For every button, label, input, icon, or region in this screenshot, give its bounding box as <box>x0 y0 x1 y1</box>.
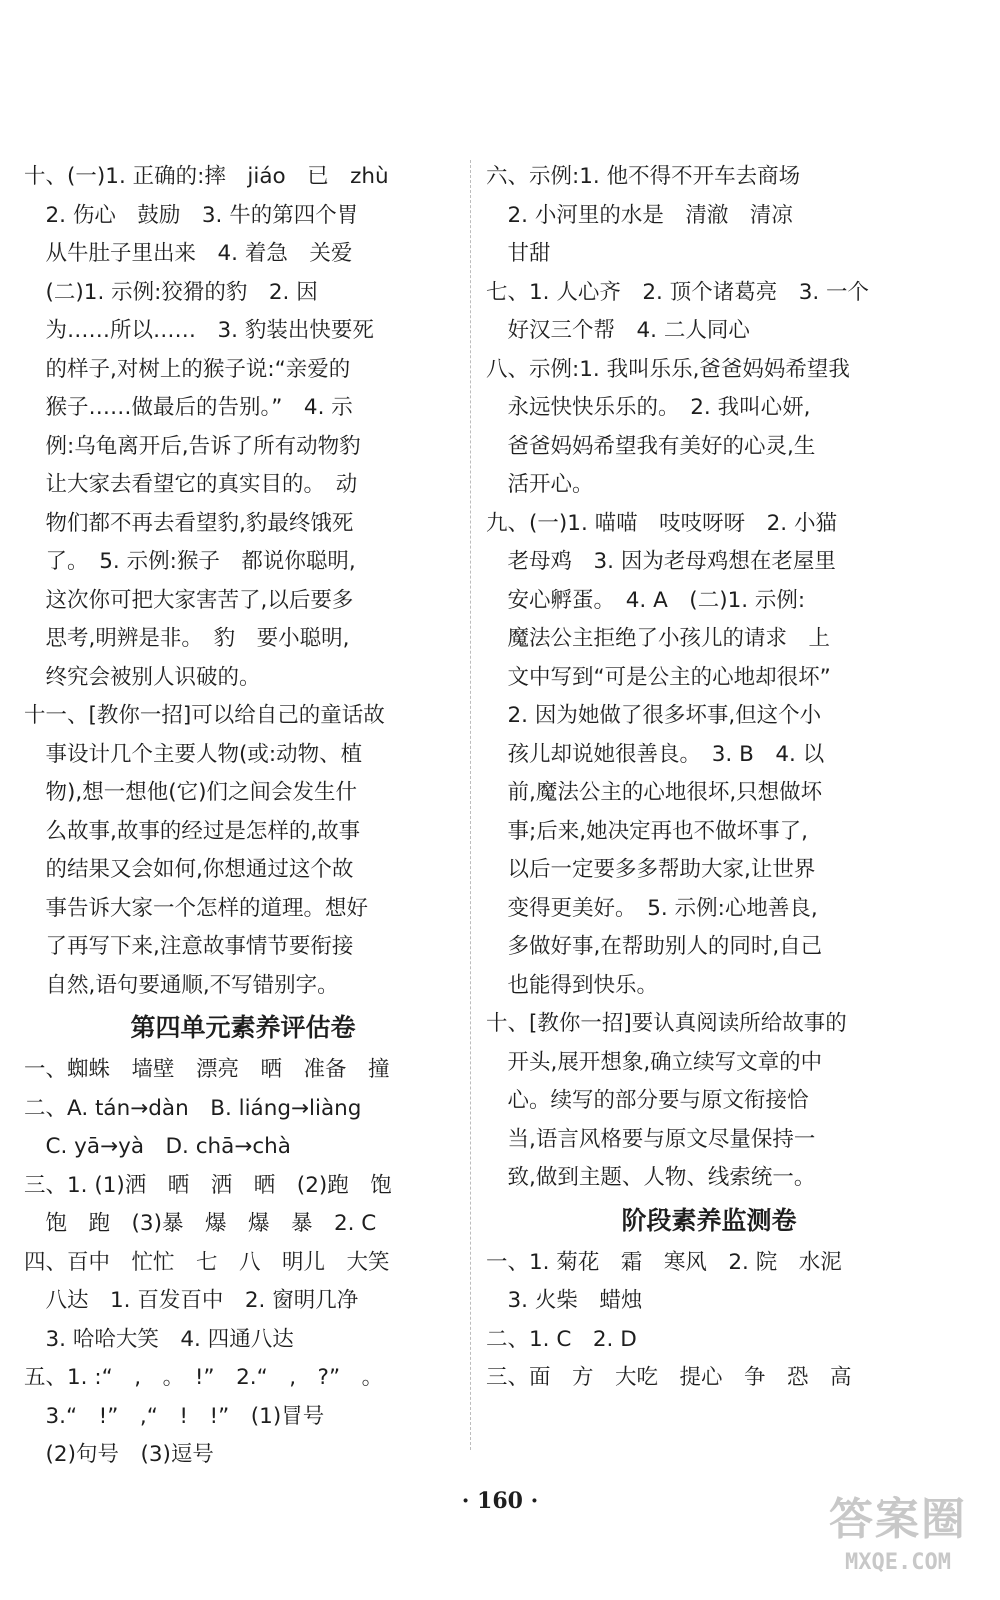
answer-line: 物们都不再去看望豹,豹最终饿死 <box>24 510 354 536</box>
answer-line: 3.“ !” ,“ ! !” (1)冒号 <box>24 1403 325 1429</box>
answer-line: 这次你可把大家害苦了,以后要多 <box>24 587 354 613</box>
watermark <box>808 1492 988 1592</box>
answer-line: 为……所以…… 3. 豹装出快要死 <box>24 318 374 343</box>
answer-line: 文中写到“可是公主的心地却很坏” <box>486 664 831 690</box>
answer-line: 一、1. 菊花 霜 寒风 2. 院 水泥 <box>486 1249 842 1275</box>
answer-line: 二、1. C 2. D <box>486 1326 637 1352</box>
answer-line: 物),想一想他(它)们之间会发生什 <box>24 780 357 805</box>
answer-line: 八达 1. 百发百中 2. 窗明几净 <box>24 1288 359 1313</box>
answer-line: 3. 哈哈大笑 4. 四通八达 <box>24 1326 294 1352</box>
right-lines-group <box>486 158 932 1198</box>
answer-line: 么故事,故事的经过是怎样的,故事 <box>24 818 361 844</box>
answer-line: 终究会被别人识破的。 <box>24 664 261 690</box>
answer-line: 好汉三个帮 4. 二人同心 <box>486 318 750 343</box>
answer-line: 例:乌龟离开后,告诉了所有动物豹 <box>24 433 361 459</box>
answer-line: 事设计几个主要人物(或:动物、植 <box>24 741 363 767</box>
answer-line: 永远快快乐乐的。 2. 我叫心妍, <box>486 395 811 420</box>
column-divider <box>470 160 471 1450</box>
right-lines-after-group <box>486 1244 932 1398</box>
answer-line: 让大家去看望它的真实目的。 动 <box>24 472 358 497</box>
answer-line: 2. 伤心 鼓励 3. 牛的第四个胃 <box>24 202 359 228</box>
answer-line: C. yā→yà D. chā→chà <box>24 1134 291 1159</box>
answer-line: 自然,语句要通顺,不写错别字。 <box>24 972 339 998</box>
answer-line: 三、面 方 大吃 提心 争 恐 高 <box>486 1365 852 1390</box>
answer-line: 九、(一)1. 喵喵 吱吱呀呀 2. 小猫 <box>486 510 837 536</box>
answer-line: 六、示例:1. 他不得不开车去商场 <box>486 164 801 189</box>
answer-line: 思考,明辨是非。 豹 要小聪明, <box>24 626 350 651</box>
answer-line: 五、1. :“ , 。 !” 2.“ , ?” 。 <box>24 1365 384 1390</box>
answer-line: 了再写下来,注意故事情节要衔接 <box>24 934 354 959</box>
answer-line: 前,魔法公主的心地很坏,只想做坏 <box>486 780 823 805</box>
answer-line: 甘甜 <box>486 241 551 266</box>
answer-line: 事;后来,她决定再也不做坏事了, <box>486 818 808 844</box>
answer-line: 开头,展开想象,确立续写文章的中 <box>486 1049 823 1075</box>
page-number: · 160 · <box>461 1488 539 1514</box>
watermark-site: MXQE.COM <box>845 1550 951 1575</box>
answer-line: 四、百中 忙忙 七 八 明儿 大笑 <box>24 1249 390 1275</box>
answer-line: 孩儿却说她很善良。 3. B 4. 以 <box>486 741 825 767</box>
answer-line: 致,做到主题、人物、线索统一。 <box>486 1165 816 1190</box>
answer-line: 猴子……做最后的告别。” 4. 示 <box>24 395 353 420</box>
answer-line: 活开心。 <box>486 472 594 497</box>
answer-line: 老母鸡 3. 因为老母鸡想在老屋里 <box>486 549 836 574</box>
answer-line: 的结果又会如何,你想通过这个故 <box>24 857 354 882</box>
answer-line: 3. 火柴 蜡烛 <box>486 1288 643 1313</box>
answer-line: 2. 小河里的水是 清澈 清凉 <box>486 202 793 228</box>
answer-line: 十、(一)1. 正确的:摔 jiáo 已 zhù <box>24 164 389 189</box>
left-answer-column <box>24 158 462 1475</box>
answer-line: 也能得到快乐。 <box>486 972 659 998</box>
answer-line: 魔法公主拒绝了小孩儿的请求 上 <box>486 626 831 651</box>
answer-line: 事告诉大家一个怎样的道理。想好 <box>24 895 369 921</box>
answer-line: 变得更美好。 5. 示例:心地善良, <box>486 895 818 921</box>
answer-line: 八、示例:1. 我叫乐乐,爸爸妈妈希望我 <box>486 356 850 382</box>
answer-line: 爸爸妈妈希望我有美好的心灵,生 <box>486 433 816 459</box>
answer-line: (二)1. 示例:狡猾的豹 2. 因 <box>24 279 318 305</box>
answer-line: 以后一定要多多帮助大家,让世界 <box>486 857 816 882</box>
stage-monitor-heading: 阶段素养监测卷 <box>621 1205 797 1235</box>
answer-line: 一、蜘蛛 墙壁 漂亮 晒 准备 撞 <box>24 1057 390 1082</box>
answer-line: 当,语言风格要与原文尽量保持一 <box>486 1126 816 1152</box>
answer-line: 多做好事,在帮助别人的同时,自己 <box>486 934 823 959</box>
answer-line: 的样子,对树上的猴子说:“亲爱的 <box>24 356 351 382</box>
answer-line: 饱 跑 (3)暴 爆 爆 暴 2. C <box>24 1211 377 1236</box>
answer-line: 安心孵蛋。 4. A (二)1. 示例: <box>486 587 806 613</box>
unit-four-heading: 第四单元素养评估卷 <box>130 1013 356 1042</box>
watermark-logo: 答案圈 <box>829 1494 967 1545</box>
right-answer-column <box>486 158 932 1398</box>
answer-line: 2. 因为她做了很多坏事,但这个小 <box>486 703 822 728</box>
answer-line: 七、1. 人心齐 2. 顶个诸葛亮 3. 一个 <box>486 279 870 305</box>
answer-line: 十、[教你一招]要认真阅读所给故事的 <box>486 1011 847 1036</box>
answer-line: 了。 5. 示例:猴子 都说你聪明, <box>24 549 356 574</box>
answer-line: 二、A. tán→dàn B. liáng→liàng <box>24 1095 362 1121</box>
left-lines-after-group <box>24 1051 462 1475</box>
answer-line: 三、1. (1)洒 晒 洒 晒 (2)跑 饱 <box>24 1172 392 1198</box>
answer-line: 十一、[教你一招]可以给自己的童话故 <box>24 703 385 728</box>
answer-line: 从牛肚子里出来 4. 着急 关爱 <box>24 241 353 266</box>
left-lines-group <box>24 158 462 1005</box>
answer-line: (2)句号 (3)逗号 <box>24 1442 214 1467</box>
answer-line: 心。续写的部分要与原文衔接恰 <box>486 1088 809 1113</box>
